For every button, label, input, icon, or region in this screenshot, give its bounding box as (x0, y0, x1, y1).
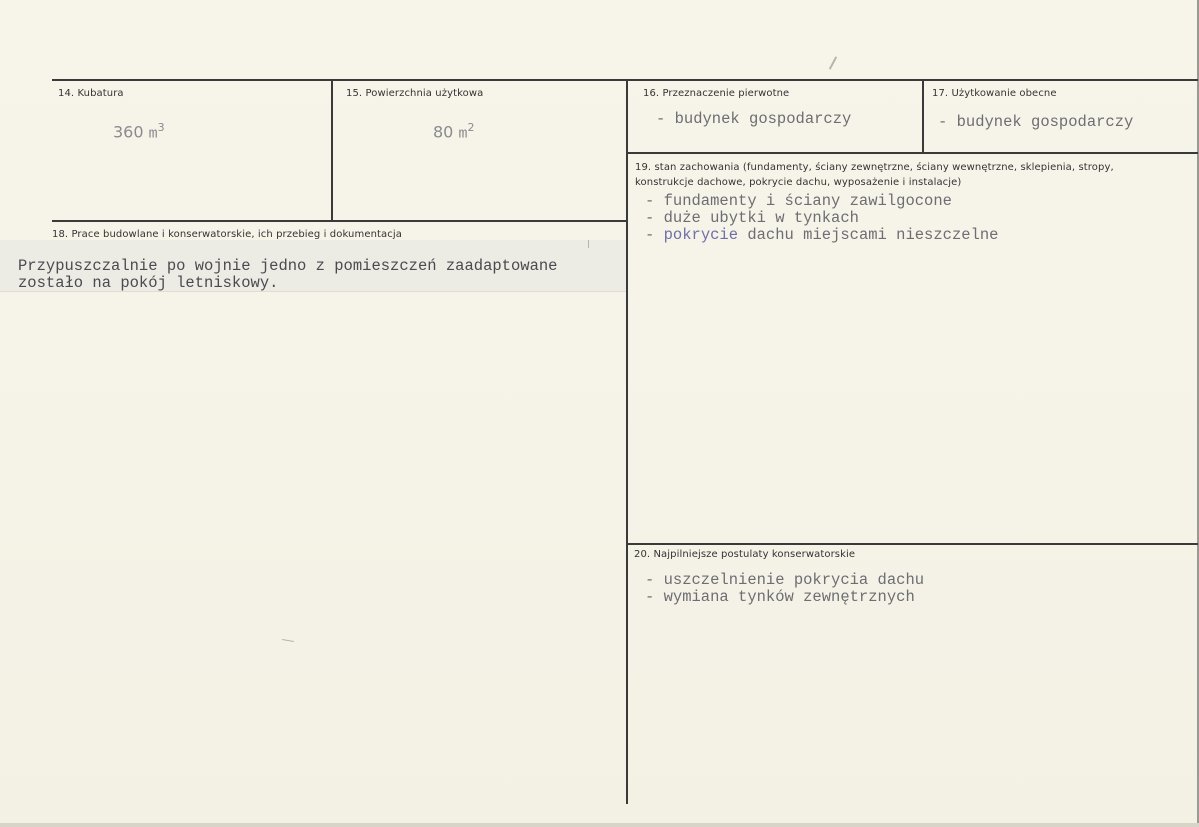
field-16-label: 16. Przeznaczenie pierwotne (643, 88, 790, 99)
top-rule (52, 79, 1198, 81)
field-20-line-2: - wymiana tynków zewnętrznych (645, 588, 915, 606)
field-18-line-2: zostało na pokój letniskowy. (18, 274, 279, 292)
rule-above-20 (627, 543, 1198, 545)
field-15-label: 15. Powierzchnia użytkowa (346, 88, 484, 99)
divider-16-17 (922, 80, 924, 153)
field-18-line-1: Przypuszczalnie po wojnie jedno z pomieszczeń zaadaptowane (18, 257, 558, 275)
field-19-line-2: - duże ubytki w tynkach (645, 209, 859, 227)
field-20-label: 20. Najpilniejsze postulaty konserwatorskie (634, 549, 856, 560)
field-19-line-1: - fundamenty i ściany zawilgocone (645, 192, 952, 210)
field-17-label: 17. Użytkowanie obecne (932, 88, 1057, 99)
rule-under-14-15 (52, 220, 627, 222)
field-17-value: - budynek gospodarczy (938, 113, 1134, 131)
divider-14-15 (331, 80, 333, 221)
divider-center (626, 79, 628, 804)
card-bottom-edge (0, 823, 1199, 827)
field-15-value: 80 $m^2$ (433, 121, 475, 143)
rule-under-16-17 (627, 152, 1198, 154)
field-14-value: 360 $m^3$ (113, 121, 165, 143)
field-19-label: 19. stan zachowania (fundamenty, ściany zewnętrzne, ściany wewnętrzne, sklepienia, stropy, konstrukcje dachowe, pokrycie dachu, wyposażenie i instalacje) (635, 162, 1114, 188)
pencil-mark-3 (588, 240, 589, 248)
field-19-line-3: - pokrycie dachu miejscami nieszczelne (645, 226, 999, 244)
field-18-label: 18. Prace budowlane i konserwatorskie, ich przebieg i dokumentacja (52, 229, 402, 240)
field-16-value: - budynek gospodarczy (656, 110, 852, 128)
field-20-line-1: - uszczelnienie pokrycia dachu (645, 571, 925, 589)
field-14-label: 14. Kubatura (58, 88, 124, 99)
field-19-blue-word: pokrycie (663, 226, 739, 244)
